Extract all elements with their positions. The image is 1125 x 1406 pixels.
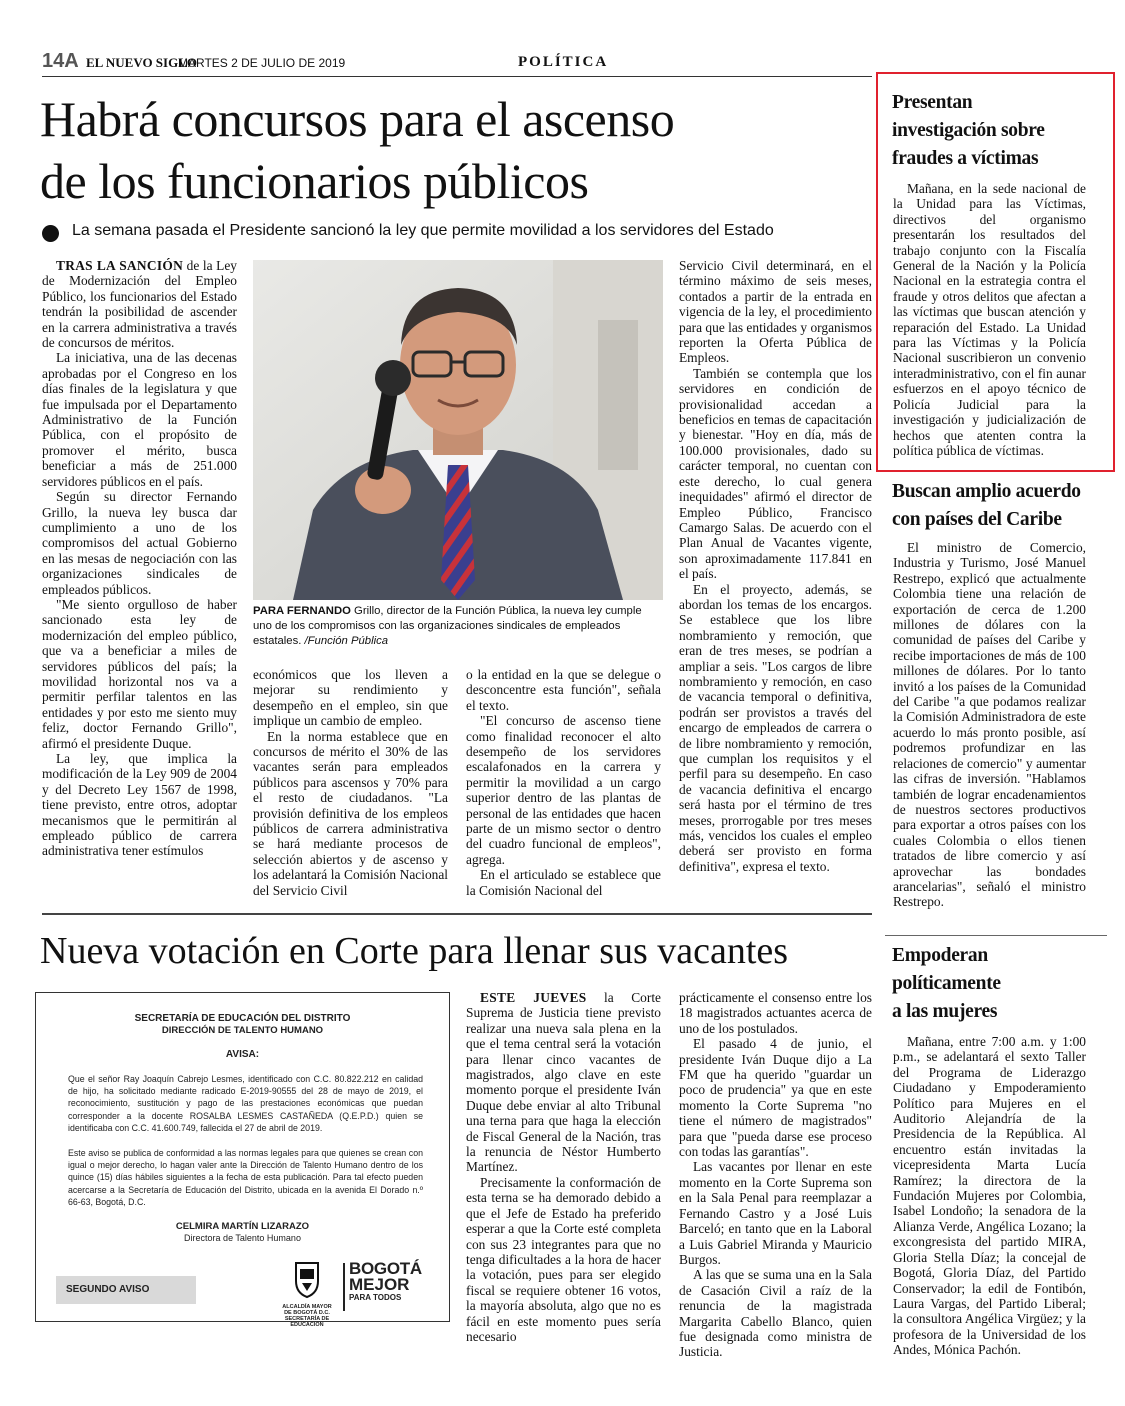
shield-text-line2: DE BOGOTÁ D.C.: [284, 1310, 330, 1316]
headline-line: políticamente: [892, 973, 1001, 994]
paragraph: [42, 350, 237, 489]
sidebar-divider: [885, 935, 1107, 936]
bogota-shield-logo: [276, 1261, 338, 1328]
headline-line: a las mujeres: [892, 1001, 998, 1022]
article1-column3: [466, 667, 661, 898]
paragraph: [42, 258, 237, 350]
article-photo: [253, 260, 663, 600]
article2-column1: [466, 990, 661, 1344]
ad-org-name: SECRETARÍA DE EDUCACIÓN DEL DISTRITO: [134, 1013, 351, 1024]
paragraph-text: A las que se suma una en la Sala de Casación Civil a raíz de la renuncia de la magistrada Margarita Cabello Blanco, quien fue designada como ministra de Justicia.: [679, 1267, 872, 1360]
sidebar-story2-body: [893, 540, 1086, 910]
sidebar-story3-body: [893, 1034, 1086, 1358]
paragraph: [42, 489, 237, 597]
headline-line: Presentan: [892, 92, 973, 113]
headline-line: fraudes a víctimas: [892, 148, 1039, 169]
shield-text-line3: SECRETARÍA DE EDUCACIÓN: [284, 1316, 330, 1328]
paragraph: [253, 667, 448, 729]
photo-caption: [253, 604, 663, 649]
newspaper-name: EL NUEVO SIGLO: [86, 55, 197, 70]
paragraph-text: En la norma establece que en concursos de mérito el 30% de las vacantes serán para empleados públicos para ascensos y 70% para el resto de ciudadanos. "La provisión definitiva de los empleos públicos de carrera administrativa se hará mediante procesos de selección abiertos y de ascenso y los adelantará la Comisión Nacional del Servicio Civil: [253, 728, 448, 898]
bogota-mejor-logo: [349, 1261, 439, 1313]
caption-credit: /Función Pública: [301, 635, 389, 647]
article1-column1: [42, 258, 237, 859]
caption-text: Grillo, director de la Función Pública, la nueva ley cumple uno de los compromisos con las organizaciones sindicales de empleados estatales.: [253, 605, 642, 647]
sidebar-story2-headline: [892, 478, 1112, 534]
ad-signatory-name: CELMIRA MARTÍN LIZARAZO: [175, 1221, 310, 1232]
ad-notice-label: SEGUNDO AVISO: [56, 1276, 196, 1304]
paragraph: [466, 713, 661, 867]
paragraph: Mañana, entre 7:00 a.m. y 1:00 p.m., se adelantará el sexto Taller del Programa de Liderazgo Ciudadano y Empoderamiento Político para Mujeres en el Auditorio Alejandría de la Presidencia de la República. Al encuentro están invitadas la vicepresidenta Marta Lucía Ramírez; la directora de la Fundación Mujeres por Colombia, Isabel Londoño; la senadora de la Alianza Verde, Angélica Lozano; la excongresista del partido MIRA, Gloria Stella Díaz; la concejal de Bogotá, Gloria Díaz, del Partido Conservador; la edil de Fontibón, Laura Vargas, del Partido Liberal; la consultora Angélica Virgüez; y la profesora de la Universidad de los Andes, Mónica Pachón.: [893, 1034, 1086, 1358]
paragraph: [466, 1175, 661, 1344]
section-name: POLÍTICA: [518, 54, 609, 70]
header-rule: [42, 76, 872, 77]
lead-in-caps: ESTE JUEVES: [480, 990, 587, 1005]
paragraph-text: Según su director Fernando Grillo, la nueva ley busca dar cumplimiento a uno de los compromisos del actual Gobierno en las mesas de negociación con las organizaciones sindicales de empleados públicos.: [42, 489, 237, 597]
paragraph: [466, 867, 661, 898]
logo-divider: [343, 1263, 345, 1311]
paragraph: [253, 729, 448, 898]
page-number: 14A: [42, 50, 79, 72]
paragraph-text: de la Ley de Modernización del Empleo Público, los funcionarios del Estado tendrán la posibilidad de ascender en la carrera administrativa a través de concursos de méritos.: [42, 258, 237, 351]
shield-text-line1: ALCALDÍA MAYOR: [282, 1304, 332, 1310]
paragraph-text: prácticamente el consenso entre los 18 magistrados actuantes acerca de uno de los postulados.: [679, 990, 872, 1036]
paragraph-text: En el proyecto, además, se abordan los temas de los encargos. Se establece que los libre nombramiento y remoción, que eran de tres meses, se podrían a ampliar a seis. "Los cargos de libre nombramiento y remoción, en caso de vacancia temporal o definitiva, podrán ser provistos a través del encargo de empleados de carrera o de libre nombramiento y remoción, que cumplan los requisitos y el perfil para su desempeño. En caso de vacancia definitiva el encargo será hasta por el término de tres meses, prorrogable por tres meses más, vencidos los cuales el empleo deberá ser provisto en forma definitiva", expresa el texto.: [679, 581, 872, 874]
paragraph-text: La iniciativa, una de las decenas aprobadas por el Congreso en los días finales de la legislatura y que fue impulsada por el Departamento Administrativo de la Función Pública, con el propósito de promover el mérito, busca beneficiar a más de 251.000 servidores públicos en el país.: [42, 350, 237, 489]
headline-line: Empoderan: [892, 945, 988, 966]
bullet-icon: [42, 225, 59, 242]
ad-body-paragraph2: Este aviso se publica de conformidad a las normas legales para que quienes se crean con igual o mejor derecho, lo hagan valer ante la Dirección de Talento Humano dentro de los quince (15) días hábiles siguientes a la fecha de esta publicación. Para tal efecto pueden acercarse a la Secretaría de Educación del Distrito, ubicada en la avenida El Dorado n.º 66-63, Bogotá, D.C.: [68, 1148, 423, 1207]
paragraph: Mañana, en la sede nacional de la Unidad para las Víctimas, directivos del organismo presentarán los resultados del trabajo conjunto con la Fiscalía General de la Nación y la Policía Nacional en la estrategia contra el fraude y otros delitos que afectan a las víctimas que buscan atención y reparación del Estado. La Unidad para las Víctimas y la Policía Nacional suscribieron un convenio interadministrativo, con el fin aunar esfuerzos en el apoyo técnico de Policía Judicial para la investigación y judicialización de hechos que atenten contra la política pública de víctimas.: [893, 181, 1086, 458]
main-subheadline: La semana pasada el Presidente sancionó la ley que permite movilidad a los servidores del Estado: [72, 222, 774, 239]
paragraph-text: la Corte Suprema de Justicia tiene previsto realizar una nueva sala plena en la que el tema central será la votación para llenar cinco vacantes de magistrados, algo clave en este momento porque el presidente Iván Duque debe enviar al alto Tribunal una terna para que haga la elección de Fiscal General de la Nación, tras la renuncia de Néstor Humberto Martínez.: [466, 990, 661, 1175]
sidebar-story1-headline: [892, 89, 1102, 173]
paragraph: [679, 366, 872, 582]
shield-icon: [276, 1261, 338, 1299]
paragraph: [679, 990, 872, 1036]
paragraph-text: El pasado 4 de junio, el presidente Iván Duque dijo a La FM que ha querido "guardar un poco de prudencia" ya que en este momento la Corte Suprema "no tiene el número de magistrados" para que "pueda darse ese proceso con todas las garantías".: [679, 1036, 872, 1160]
article2-column2: [679, 990, 872, 1360]
main-headline-line2: de los funcionarios públicos: [40, 153, 589, 209]
lead-in-caps: TRAS LA SANCIÓN: [56, 258, 184, 273]
logo-line3: PARA TODOS: [349, 1293, 402, 1302]
paragraph-text: "El concurso de ascenso tiene como finalidad reconocer el alto desempeño de los servidores escalafonados en la carrera y permitir la movilidad a un cargo superior dentro de las plantas de personal de las entidades que hacen parte de un mismo sector o dentro del cuadro funcional de empleos", agrega.: [466, 713, 661, 867]
paragraph: [42, 751, 237, 859]
sidebar-story1-body: [893, 181, 1086, 458]
paragraph-text: La ley, que implica la modificación de la Ley 909 de 2004 y del Decreto Ley 1567 de 1998, tiene previsto, entre otros, adoptar mecanismos que le permitirán al empleado público de carrera administrativa tener estímulos: [42, 751, 237, 859]
logo-line2: MEJOR: [349, 1275, 410, 1294]
paragraph-text: En el articulado se establece que la Comisión Nacional del: [466, 867, 661, 898]
paragraph: [466, 990, 661, 1175]
sidebar-story3-headline: [892, 942, 1102, 1026]
ad-title: AVISA:: [225, 1049, 260, 1060]
paragraph: [679, 1159, 872, 1267]
paragraph: [679, 1036, 872, 1159]
paragraph-text: o la entidad en la que se delegue o desconcentre esta función", señala el texto.: [466, 667, 661, 713]
headline-line: investigación sobre: [892, 120, 1045, 141]
paragraph: [42, 597, 237, 751]
paragraph: El ministro de Comercio, Industria y Turismo, José Manuel Restrepo, explicó que actualmente Colombia tiene una relación de exportación de cerca de 1.200 millones de dólares con la comunidad de países del Caribe y recibe importaciones de más de 100 millones de dólares. Por lo tanto invitó a los países de la Comunidad del Caribe "a que podamos realizar la Comisión Administradora de este acuerdo lo más pronto posible, así podremos profundizar en las relaciones de comercio" y aumentar las cifras de inversión. "Hablamos también de lograr encadenamientos de nuestros sectores productivos para exportar a otros países con los cuales Colombia o ellos tienen tratados de libre comercio y así aprovechar las bondades arancelarias", señaló el ministro Restrepo.: [893, 540, 1086, 910]
paragraph-text: Las vacantes por llenar en este momento en la Corte Suprema son en la Sala Penal para reemplazar a Fernando Castro y a José Luis Barceló; en tanto que en la Laboral a Luis Gabriel Miranda y Mauricio Burgos.: [679, 1159, 872, 1267]
article1-column2: [253, 667, 448, 898]
paragraph-text: "Me siento orgulloso de haber sancionado esta ley de modernización del empleo público, que va a beneficiar a miles de servidores públicos del país; la movilidad horizontal nos va a permitir perfilar talentos en las entidades y por esto me siento muy feliz, doctor Fernando Grillo", afirmó el presidente Duque.: [42, 596, 237, 751]
legal-notice-ad: [35, 992, 450, 1328]
main-headline: [40, 88, 870, 212]
paragraph: [466, 667, 661, 713]
logo-line1: BOGOTÁ: [349, 1259, 422, 1278]
paragraph-text: Servicio Civil determinará, en el término máximo de seis meses, contados a partir de la entrada en vigencia de la ley, el procedimiento para que las entidades y organismos reporten la Oferta Pública de Empleos.: [679, 258, 872, 366]
paragraph-text: También se contempla que los servidores en condición de provisionalidad accedan a beneficios en temas de capacitación y bienestar. "Hoy en día, más de 100.000 provisionales, dado su carácter temporal, no cuentan con este derecho, lo cual genera inequidades" afirmó el director de Empleo Público, Francisco Camargo Salas. De acuerdo con el Plan Anual de Vacantes vigente, son aproximadamente 117.841 en el país.: [679, 365, 872, 582]
ad-body-paragraph1: Que el señor Ray Joaquín Cabrejo Lesmes, identificado con C.C. 80.822.212 en calidad de hijo, ha solicitado mediante radicado E-2019-90555 del 28 de mayo de 2019, el reconocimiento, sustitución y pago de las prestaciones económicas que puedan corresponder a la docente ROSALBA LESMES CASTAÑEDA (Q.E.P.D.) quien se identificaba con C.C. 41.600.749, fallecida el 27 de abril de 2019.: [68, 1074, 423, 1133]
second-headline: Nueva votación en Corte para llenar sus vacantes: [40, 930, 789, 972]
headline-line: con países del Caribe: [892, 509, 1062, 530]
paragraph-text: Precisamente la conformación de esta terna se ha demorado debido a que el Jefe de Estado ha preferido esperar a que la Corte esté completa con sus 23 integrantes para que no tenga dificultades a la hora de hacer la votación, pues para ser elegido fiscal se requiere obtener 16 votos, la mayoría absoluta, algo que no es fácil en este momento pues sería necesario: [466, 1174, 661, 1344]
ad-department: DIRECCIÓN DE TALENTO HUMANO: [161, 1025, 324, 1036]
article1-column4: [679, 258, 872, 874]
caption-lead: PARA FERNANDO: [253, 605, 351, 617]
headline-line: Buscan amplio acuerdo: [892, 481, 1081, 502]
speaker-photo-image: [253, 260, 663, 600]
paragraph-text: económicos que los lleven a mejorar su rendimiento y desempeño en el empleo, sin que implique un cambio de empleo.: [253, 667, 448, 729]
paragraph: [679, 258, 872, 366]
main-headline-line1: Habrá concursos para el ascenso: [40, 91, 675, 147]
paragraph: [679, 1267, 872, 1359]
issue-date: MARTES 2 DE JULIO DE 2019: [178, 56, 346, 70]
paragraph: [679, 582, 872, 875]
ad-signatory-role: Directora de Talento Humano: [184, 1233, 301, 1243]
section-divider: [42, 913, 872, 915]
